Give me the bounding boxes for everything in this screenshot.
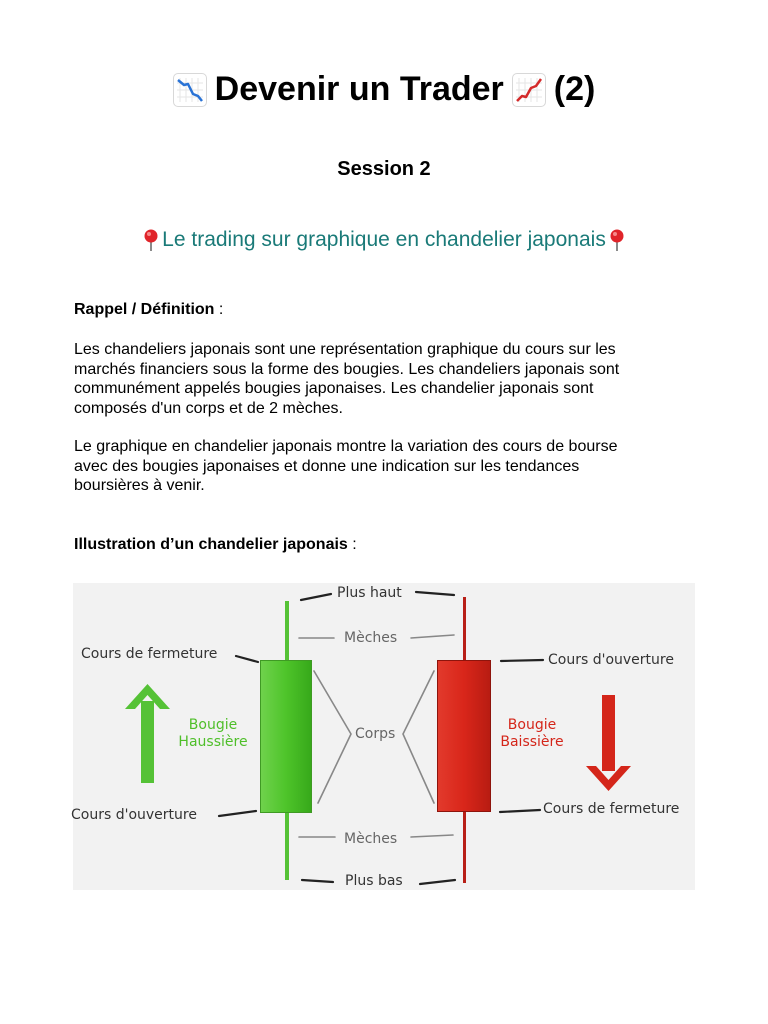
- bougie-haussiere-line: Bougie: [188, 717, 238, 733]
- illustration-colon: :: [347, 536, 357, 553]
- corps-label: Corps: [355, 726, 396, 742]
- paragraph-line: Le graphique en chandelier japonais montre la variation des cours de bourse: [74, 438, 618, 455]
- bougie-haussiere-line: Haussière: [178, 734, 248, 750]
- up-arrow-icon: [125, 684, 170, 783]
- paragraph-line: marchés financiers sous la forme des bougies. Les chandeliers japonais sont: [74, 360, 620, 378]
- meches-top-label: Mèches: [344, 630, 398, 646]
- illustration-label: [74, 535, 704, 555]
- title-text: Devenir un Trader: [214, 70, 504, 108]
- meches-bottom-label: Mèches: [344, 831, 398, 847]
- round-pushpin-icon: [142, 228, 160, 252]
- chart-decreasing-icon: [173, 73, 207, 107]
- session-heading: Session 2: [337, 158, 431, 180]
- paragraph-line: boursières à venir.: [74, 477, 205, 494]
- bougie-baissiere-label: [492, 717, 572, 751]
- green-open-label: Cours d'ouverture: [71, 807, 197, 823]
- section-heading: [0, 228, 768, 252]
- bougie-haussiere-label: [173, 717, 253, 751]
- down-arrow-icon: [586, 695, 631, 791]
- candlestick-illustration: [73, 583, 695, 890]
- paragraph-line: composés d'un corps et de 2 mèches.: [74, 399, 343, 417]
- plus-haut-label: Plus haut: [337, 585, 402, 601]
- title-suffix: (2): [553, 70, 596, 108]
- paragraph-line: communément appelés bougies japonaises. Les chandelier japonais sont: [74, 380, 594, 397]
- round-pushpin-icon: [608, 228, 626, 252]
- paragraph-line: avec des bougies japonaises et donne une indication sur les tendances: [74, 457, 580, 475]
- definition-colon: :: [214, 301, 224, 318]
- chart-increasing-icon: [512, 73, 546, 107]
- bougie-baissiere-line: Baissière: [500, 734, 564, 750]
- definition-label: [74, 300, 704, 320]
- green-close-label: Cours de fermeture: [81, 646, 218, 662]
- red-open-label: Cours d'ouverture: [548, 652, 674, 668]
- paragraph-line: Les chandeliers japonais sont une représentation graphique du cours sur les: [74, 341, 616, 358]
- plus-bas-label: Plus bas: [345, 873, 403, 889]
- illustration-label-text: Illustration d’un chandelier japonais: [74, 536, 348, 553]
- definition-label-text: Rappel / Définition: [74, 301, 215, 318]
- bougie-baissiere-line: Bougie: [507, 717, 557, 733]
- paragraph-2: [74, 437, 704, 496]
- section-heading-text: Le trading sur graphique en chandelier japonais: [162, 228, 606, 251]
- page-title: [0, 70, 768, 109]
- paragraph-1: [74, 340, 704, 418]
- red-close-label: Cours de fermeture: [543, 801, 680, 817]
